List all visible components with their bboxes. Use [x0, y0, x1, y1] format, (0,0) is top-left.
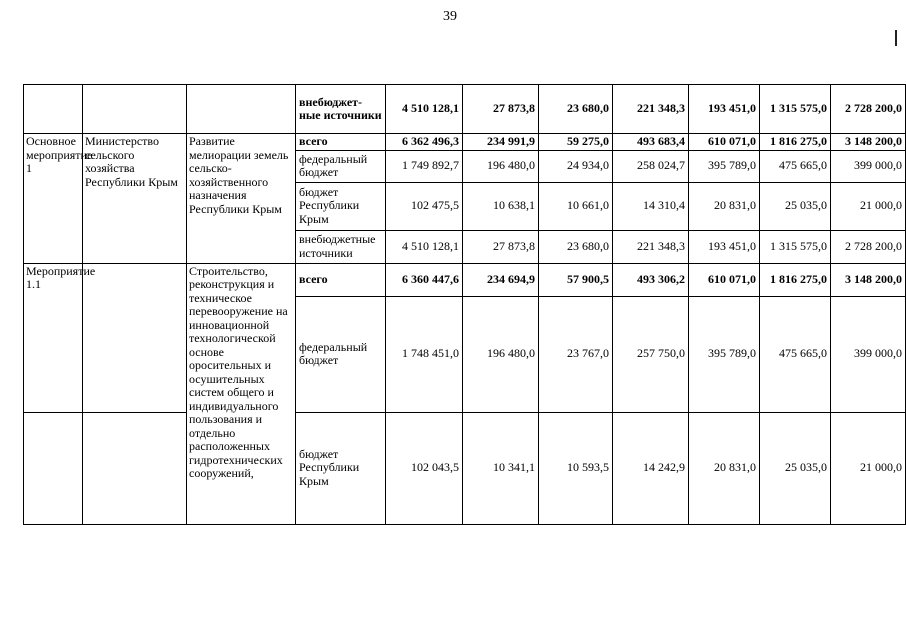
table-row — [24, 85, 906, 134]
value-cell: 21 000,0 — [831, 182, 906, 230]
scan-edge-mark — [895, 30, 897, 46]
value-cell: 24 934,0 — [539, 150, 613, 182]
empty-cell — [83, 412, 187, 524]
budget-table — [23, 84, 906, 525]
value-cell: 10 341,1 — [463, 412, 539, 524]
value-cell: 1 816 275,0 — [760, 134, 831, 151]
value-cell: 4 510 128,1 — [386, 85, 463, 134]
value-cell: 27 873,8 — [463, 85, 539, 134]
value-cell: 25 035,0 — [760, 412, 831, 524]
value-cell: 193 451,0 — [689, 230, 760, 263]
table-row — [24, 134, 906, 151]
value-cell: 20 831,0 — [689, 182, 760, 230]
value-cell: 234 694,9 — [463, 263, 539, 296]
value-cell: 610 071,0 — [689, 263, 760, 296]
value-cell: 23 767,0 — [539, 296, 613, 412]
description-cell: Строительство, реконструкция и техническое перевооружение на инновационной технологической основе оросительных и осушительных систем общего и индивидуального пользования и отдельно расположенных гидротехнических сооружений, — [187, 263, 296, 524]
value-cell: 2 728 200,0 — [831, 230, 906, 263]
value-cell: 1 749 892,7 — [386, 150, 463, 182]
value-cell: 14 242,9 — [613, 412, 689, 524]
source-cell: внебюджет-ные источники — [296, 85, 386, 134]
value-cell: 493 306,2 — [613, 263, 689, 296]
value-cell: 57 900,5 — [539, 263, 613, 296]
source-cell: бюджет Республики Крым — [296, 182, 386, 230]
value-cell: 258 024,7 — [613, 150, 689, 182]
table-row — [24, 263, 906, 296]
value-cell: 23 680,0 — [539, 230, 613, 263]
value-cell: 399 000,0 — [831, 150, 906, 182]
value-cell: 25 035,0 — [760, 182, 831, 230]
value-cell: 475 665,0 — [760, 296, 831, 412]
value-cell: 10 638,1 — [463, 182, 539, 230]
value-cell: 493 683,4 — [613, 134, 689, 151]
executor-cell: Министерство сельского хозяйства Республики Крым — [83, 134, 187, 264]
value-cell: 3 148 200,0 — [831, 134, 906, 151]
table-row — [24, 412, 906, 524]
value-cell: 27 873,8 — [463, 230, 539, 263]
value-cell: 102 043,5 — [386, 412, 463, 524]
measure-name-cell: Мероприятие 1.1 — [24, 263, 83, 412]
value-cell: 193 451,0 — [689, 85, 760, 134]
value-cell: 196 480,0 — [463, 150, 539, 182]
value-cell: 399 000,0 — [831, 296, 906, 412]
value-cell: 23 680,0 — [539, 85, 613, 134]
value-cell: 221 348,3 — [613, 85, 689, 134]
value-cell: 14 310,4 — [613, 182, 689, 230]
value-cell: 1 315 575,0 — [760, 230, 831, 263]
source-cell: федеральный бюджет — [296, 296, 386, 412]
source-cell: бюджет Республики Крым — [296, 412, 386, 524]
value-cell: 257 750,0 — [613, 296, 689, 412]
source-cell: федеральный бюджет — [296, 150, 386, 182]
value-cell: 6 362 496,3 — [386, 134, 463, 151]
empty-cell — [83, 85, 187, 134]
empty-cell — [24, 412, 83, 524]
page-number: 39 — [443, 9, 457, 24]
value-cell: 59 275,0 — [539, 134, 613, 151]
value-cell: 102 475,5 — [386, 182, 463, 230]
value-cell: 4 510 128,1 — [386, 230, 463, 263]
value-cell: 10 661,0 — [539, 182, 613, 230]
value-cell: 1 748 451,0 — [386, 296, 463, 412]
value-cell: 475 665,0 — [760, 150, 831, 182]
value-cell: 1 816 275,0 — [760, 263, 831, 296]
source-cell: внебюджетные источники — [296, 230, 386, 263]
value-cell: 2 728 200,0 — [831, 85, 906, 134]
value-cell: 234 991,9 — [463, 134, 539, 151]
measure-name-cell: Основное мероприятие 1 — [24, 134, 83, 264]
value-cell: 395 789,0 — [689, 150, 760, 182]
value-cell: 10 593,5 — [539, 412, 613, 524]
value-cell: 21 000,0 — [831, 412, 906, 524]
value-cell: 395 789,0 — [689, 296, 760, 412]
empty-cell — [24, 85, 83, 134]
value-cell: 1 315 575,0 — [760, 85, 831, 134]
value-cell: 3 148 200,0 — [831, 263, 906, 296]
executor-cell — [83, 263, 187, 412]
source-cell: всего — [296, 134, 386, 151]
empty-cell — [187, 85, 296, 134]
value-cell: 196 480,0 — [463, 296, 539, 412]
value-cell: 20 831,0 — [689, 412, 760, 524]
description-cell: Развитие мелиорации земель сельско-хозяйственного назначения Республики Крым — [187, 134, 296, 264]
source-cell: всего — [296, 263, 386, 296]
value-cell: 6 360 447,6 — [386, 263, 463, 296]
value-cell: 221 348,3 — [613, 230, 689, 263]
value-cell: 610 071,0 — [689, 134, 760, 151]
